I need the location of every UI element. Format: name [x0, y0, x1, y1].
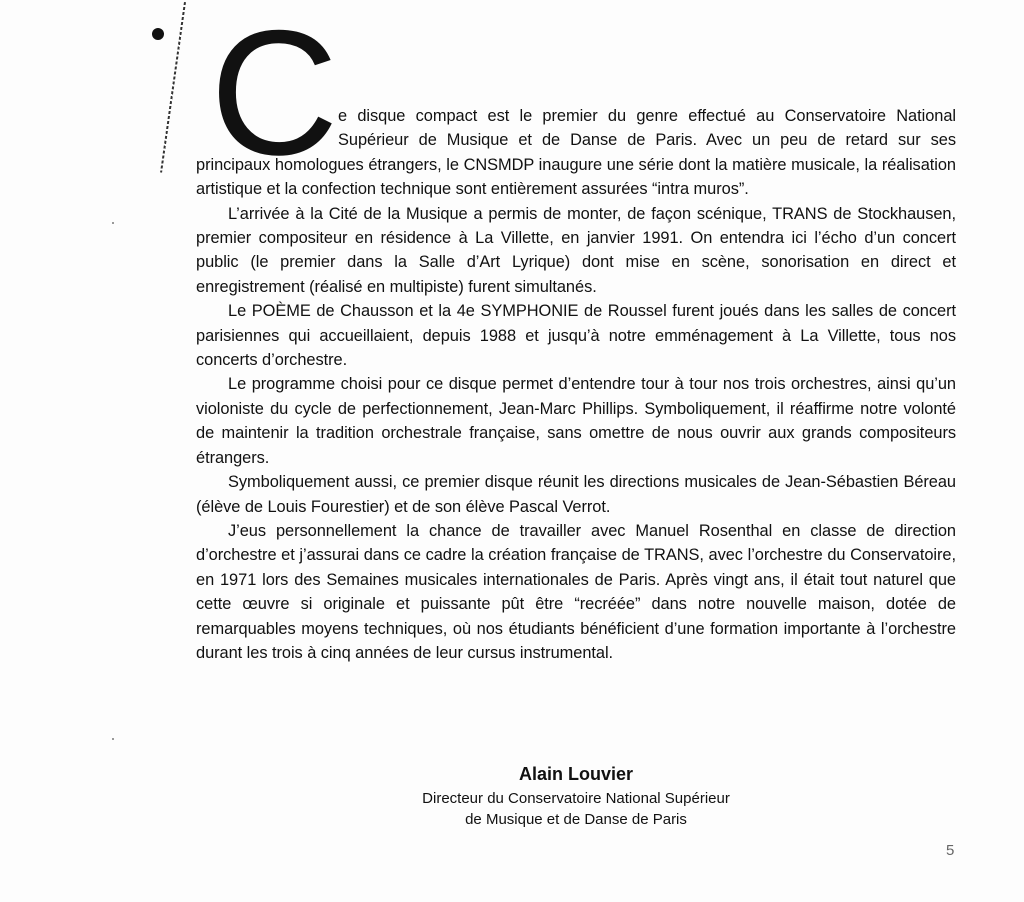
paragraph-5: Symboliquement aussi, ce premier disque réunit les directions musicales de Jean-Sébastien Béreau (élève de Louis Fourestier) et de son élève Pascal Verrot. — [196, 473, 956, 516]
scan-speck — [112, 222, 114, 224]
body-text — [196, 104, 956, 665]
paragraph-4: Le programme choisi pour ce disque permet d’entendre tour à tour nos trois orchestres, ainsi qu’un violoniste du cycle de perfectionnement, Jean-Marc Phillips. Symboliquement, il réaffirme notre volonté de maintenir la tradition orchestrale française, sans omettre de nous ouvrir aux grands compositeurs étrangers. — [196, 375, 956, 467]
paragraph-1: e disque compact est le premier du genre effectué au Conservatoire National Supérieur de Musique et de Danse de Paris. Avec un peu de retard sur ses principaux homologues étrangers, le CNSMDP inaugure une série dont la matière musicale, la réalisation artistique et la confection technique sont entièrement assurées “intra muros”. — [196, 107, 956, 199]
page-number: 5 — [946, 842, 955, 859]
scan-speck — [112, 738, 114, 740]
signature-title-line-2: de Musique et de Danse de Paris — [465, 811, 687, 828]
decorative-dot-icon — [152, 28, 164, 40]
decorative-slash-icon — [160, 2, 186, 173]
paragraph-6: J’eus personnellement la chance de travailler avec Manuel Rosenthal en classe de direction d’orchestre et j’assurai dans ce cadre la création française de TRANS, avec l’orchestre du Conservatoire, en 1971 lors des Semaines musicales internationales de Paris. Après vingt ans, il était tout naturel que cette œuvre si originale et puissante pût être “recréée” dans notre nouvelle maison, dotée de remarquables moyens techniques, où nos étudiants bénéficient d’une formation importante à l’orchestre durant les trois à cinq années de leur cursus instrumental. — [196, 521, 956, 662]
paragraph-2: L’arrivée à la Cité de la Musique a permis de monter, de façon scénique, TRANS de Stockhausen, premier compositeur en résidence à La Villette, en janvier 1991. On entendra ici l’écho d’un concert public (le premier dans la Salle d’Art Lyrique) dont mise en scène, sonorisation en direct et enregistrement (réalisé en multipiste) furent simultanés. — [196, 204, 956, 296]
signature-title-line-1: Directeur du Conservatoire National Supérieur — [422, 790, 730, 807]
signature-title — [196, 788, 956, 830]
signature-name: Alain Louvier — [518, 764, 634, 784]
drop-cap: C — [210, 0, 339, 192]
paragraph-3: Le POÈME de Chausson et la 4e SYMPHONIE de Roussel furent joués dans les salles de concert parisiennes qui accueillaient, depuis 1988 et jusqu’à notre emménagement à La Villette, tous nos concerts d’orchestre. — [196, 302, 956, 370]
